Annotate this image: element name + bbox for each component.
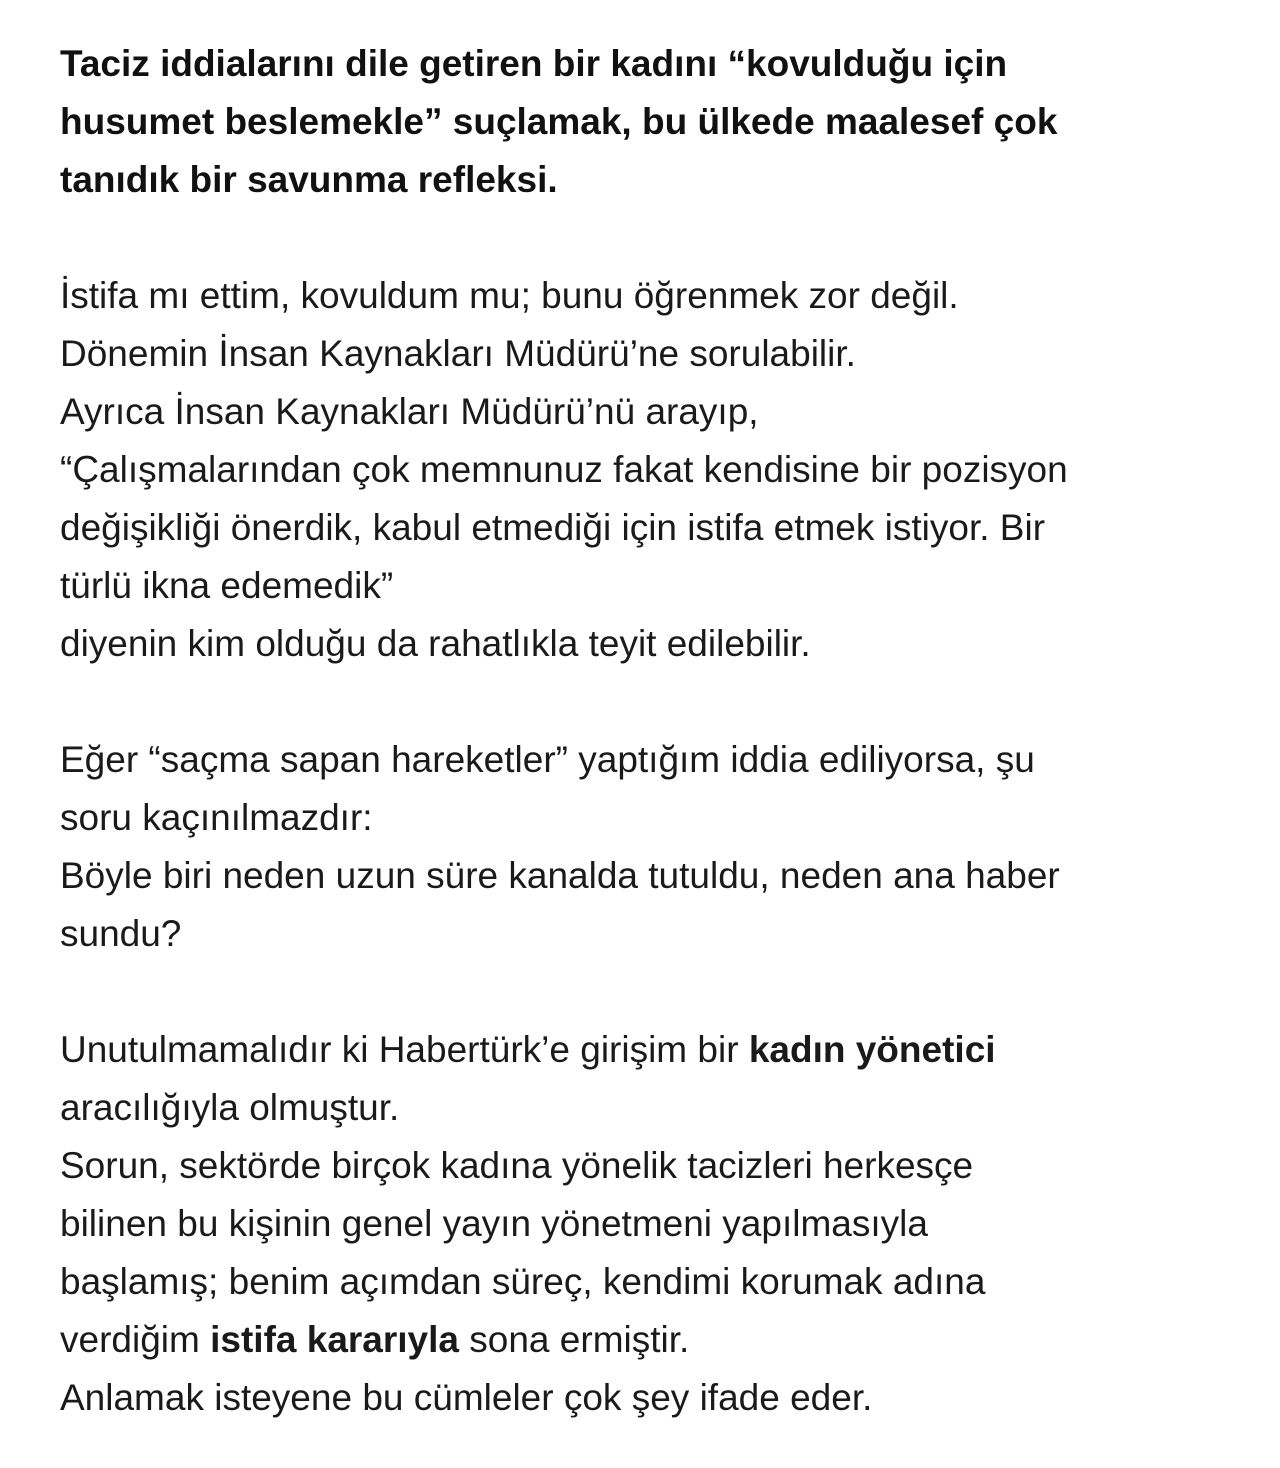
paragraph-line: türlü ikna edemedik” <box>60 565 394 606</box>
paragraph-line: Ayrıca İnsan Kaynakları Müdürü’nü arayıp, <box>60 391 759 432</box>
paragraph-gap <box>60 673 1240 731</box>
paragraph-line: “Çalışmalarından çok memnunuz fakat kendisine bir pozisyon <box>60 449 1068 490</box>
paragraph-line: sundu? <box>60 913 182 954</box>
paragraph-line: Eğer “saçma sapan hareketler” yaptığım iddia ediliyorsa, şu <box>60 739 1035 780</box>
paragraph-line: bilinen bu kişinin genel yayın yönetmeni yapılmasıyla <box>60 1203 928 1244</box>
line-text: Unutulmamalıdır ki Habertürk’e girişim bir <box>60 1029 749 1070</box>
paragraph-line <box>60 1021 1240 1079</box>
paragraph-line: Böyle biri neden uzun süre kanalda tutuldu, neden ana haber <box>60 855 1060 896</box>
paragraph-conclusion <box>60 1021 1240 1427</box>
paragraph-line: Sorun, sektörde birçok kadına yönelik tacizleri herkesçe <box>60 1145 974 1186</box>
intro-line: husumet beslemekle” suçlamak, bu ülkede maalesef çok <box>60 101 1058 142</box>
paragraph-line: diyenin kim olduğu da rahatlıkla teyit edilebilir. <box>60 623 811 664</box>
paragraph-line: İstifa mı ettim, kovuldum mu; bunu öğrenmek zor değil. <box>60 275 959 316</box>
line-text: verdiğim <box>60 1319 211 1360</box>
paragraph-line: değişikliği önerdik, kabul etmediği için istifa etmek istiyor. Bir <box>60 507 1046 548</box>
paragraph-line: Dönemin İnsan Kaynakları Müdürü’ne sorulabilir. <box>60 333 856 374</box>
paragraph-hr-manager <box>60 267 1240 673</box>
paragraph-gap <box>60 963 1240 1021</box>
line-text: sona ermiştir. <box>459 1319 690 1360</box>
paragraph-line: soru kaçınılmazdır: <box>60 797 373 838</box>
paragraph-line: Anlamak isteyene bu cümleler çok şey ifade eder. <box>60 1377 873 1418</box>
intro-line: tanıdık bir savunma refleksi. <box>60 159 558 200</box>
emphasis-text: kadın yönetici <box>748 1029 996 1070</box>
paragraph-line: aracılığıyla olmuştur. <box>60 1087 400 1128</box>
intro-paragraph <box>60 35 1240 209</box>
paragraph-line <box>60 1311 1240 1369</box>
paragraph-question <box>60 731 1240 963</box>
statement-document <box>60 35 1240 1427</box>
paragraph-gap <box>60 209 1240 267</box>
intro-line: Taciz iddialarını dile getiren bir kadını “kovulduğu için <box>60 43 1008 84</box>
paragraph-line: başlamış; benim açımdan süreç, kendimi korumak adına <box>60 1261 986 1302</box>
emphasis-text: istifa kararıyla <box>210 1319 459 1360</box>
